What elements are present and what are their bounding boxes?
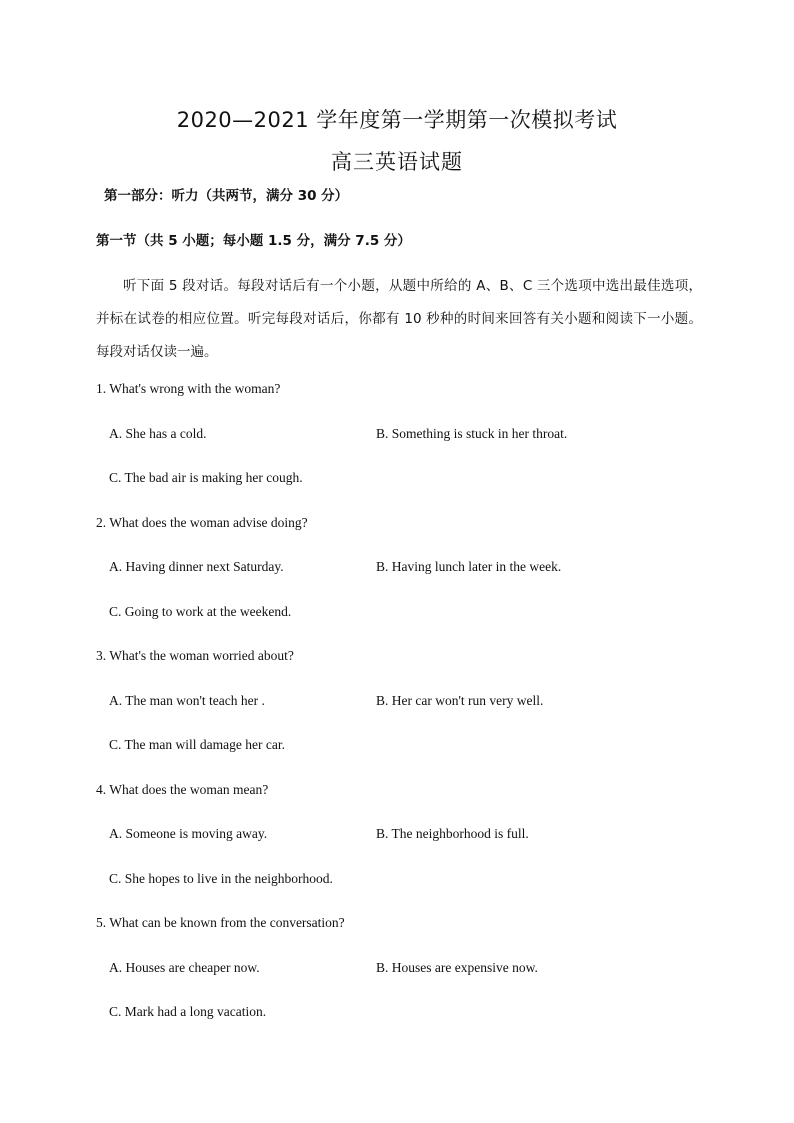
question-3-option-b: B. Her car won't run very well.	[376, 693, 544, 708]
exam-title: 2020—2021 学年度第一学期第一次模拟考试	[176, 108, 618, 132]
question-1-option-c: C. The bad air is making her cough.	[109, 470, 303, 485]
question-3-option-a: A. The man won't teach her .	[109, 693, 265, 708]
question-2-option-a: A. Having dinner next Saturday.	[109, 559, 284, 574]
section-instructions: 听下面 5 段对话。每段对话后有一个小题，从题中所给的 A、B、C 三个选项中选出最佳选项，并标在试卷的相应位置。听完每段对话后，你都有 10 秒种的时间来回答有关小题和阅读下一小题。每段对话仅读一遍。	[96, 278, 702, 360]
question-3-stem: 3. What's the woman worried about?	[96, 648, 294, 663]
question-4-option-a: A. Someone is moving away.	[109, 826, 268, 841]
question-5-option-a: A. Houses are cheaper now.	[109, 960, 260, 975]
question-4-option-b: B. The neighborhood is full.	[376, 826, 529, 841]
question-1-stem: 1. What's wrong with the woman?	[96, 381, 281, 396]
question-1-option-a: A. She has a cold.	[109, 426, 207, 441]
question-2-stem: 2. What does the woman advise doing?	[96, 515, 308, 530]
question-5-option-b: B. Houses are expensive now.	[376, 960, 538, 975]
question-3-option-c: C. The man will damage her car.	[109, 737, 285, 752]
question-4-stem: 4. What does the woman mean?	[96, 782, 269, 797]
question-5-option-c: C. Mark had a long vacation.	[109, 1004, 267, 1019]
question-2-option-b: B. Having lunch later in the week.	[376, 559, 562, 574]
section-one-heading: 第一节（共 5 小题；每小题 1.5 分，满分 7.5 分）	[96, 233, 411, 249]
question-1-option-b: B. Something is stuck in her throat.	[376, 426, 568, 441]
exam-subtitle: 高三英语试题	[331, 150, 463, 174]
question-5-stem: 5. What can be known from the conversation?	[96, 915, 345, 930]
question-4-option-c: C. She hopes to live in the neighborhood.	[109, 871, 333, 886]
question-2-option-c: C. Going to work at the weekend.	[109, 604, 292, 619]
part-one-heading: 第一部分：听力（共两节，满分 30 分）	[104, 188, 349, 204]
